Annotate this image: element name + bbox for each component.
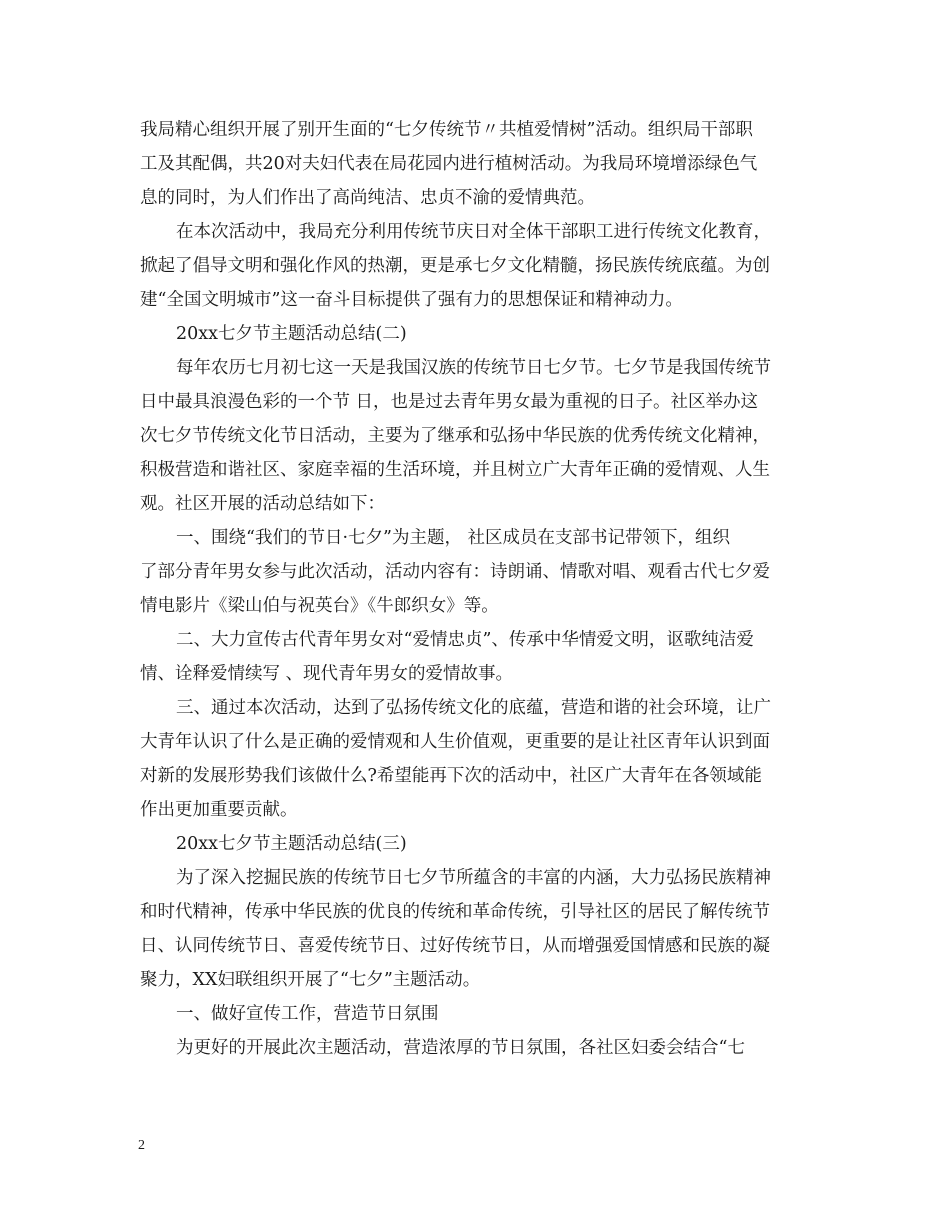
paragraph-line: 和时代精神，传承中华民族的优良的传统和革命传统，引导社区的居民了解传统节 [140,902,770,922]
paragraph-line: 聚力，XX妇联组织开展了“七夕”主题活动。 [140,970,481,990]
paragraph-line: 日中最具浪漫色彩的一个节 日，也是过去青年男女最为重视的日子。社区举办这 [140,392,759,412]
paragraph-line: 了部分青年男女参与此次活动，活动内容有：诗朗诵、情歌对唱、观看古代七夕爱 [140,562,770,582]
paragraph-line: 三、通过本次活动，达到了弘扬传统文化的底蕴，营造和谐的社会环境，让广 [176,698,771,718]
paragraph-line: 对新的发展形势我们该做什么?希望能再下次的活动中，社区广大青年在各领域能 [140,766,762,786]
paragraph-line: 工及其配偶，共20对夫妇代表在局花园内进行植树活动。为我局环境增添绿色气 [140,154,758,174]
paragraph-line: 积极营造和谐社区、家庭幸福的生活环境，并且树立广大青年正确的爱情观、人生 [140,460,770,480]
paragraph-line: 我局精心组织开展了别开生面的“七夕传统节〃共植爱情树”活动。组织局干部职 [140,120,753,140]
paragraph-line: 掀起了倡导文明和强化作风的热潮，更是承七夕文化精髓，扬民族传统底蕴。为创 [140,256,770,276]
body-text [140,113,830,1065]
paragraph-line: 一、围绕“我们的节日·七夕”为主题， 社区成员在支部书记带领下，组织 [176,528,731,548]
section-heading: 20xx七夕节主题活动总结(三) [176,834,407,854]
paragraph-line: 作出更加重要贡献。 [140,800,298,820]
paragraph-line: 大青年认识了什么是正确的爱情观和人生价值观，更重要的是让社区青年认识到面 [140,732,770,752]
paragraph-line: 建“全国文明城市”这一奋斗目标提供了强有力的思想保证和精神动力。 [140,290,683,310]
paragraph-line: 在本次活动中，我局充分利用传统节庆日对全体干部职工进行传统文化教育， [176,222,771,242]
paragraph-line: 为更好的开展此次主题活动，营造浓厚的节日氛围，各社区妇委会结合“七 [176,1038,745,1058]
paragraph-line: 为了深入挖掘民族的传统节日七夕节所蕴含的丰富的内涵，大力弘扬民族精神 [176,868,771,888]
paragraph-line: 情、诠释爱情续写 、现代青年男女的爱情故事。 [140,664,514,684]
paragraph-line: 观。社区开展的活动总结如下： [140,494,385,514]
paragraph-line: 二、大力宣传古代青年男女对“爱情忠贞”、传承中华情爱文明，讴歌纯洁爱 [176,630,754,650]
section-heading: 一、做好宣传工作，营造节日氛围 [176,1004,439,1024]
paragraph-line: 次七夕节传统文化节日活动，主要为了继承和弘扬中华民族的优秀传统文化精神， [140,426,770,446]
page-number: 2 [138,1138,145,1153]
paragraph-line: 每年农历七月初七这一天是我国汉族的传统节日七夕节。七夕节是我国传统节 [176,358,771,378]
paragraph-line: 日、认同传统节日、喜爱传统节日、过好传统节日，从而增强爱国情感和民族的凝 [140,936,770,956]
paragraph-line: 息的同时，为人们作出了高尚纯洁、忠贞不渝的爱情典范。 [140,188,595,208]
section-heading: 20xx七夕节主题活动总结(二) [176,324,407,344]
paragraph-line: 情电影片《梁山伯与祝英台》《牛郎织女》等。 [140,596,499,616]
